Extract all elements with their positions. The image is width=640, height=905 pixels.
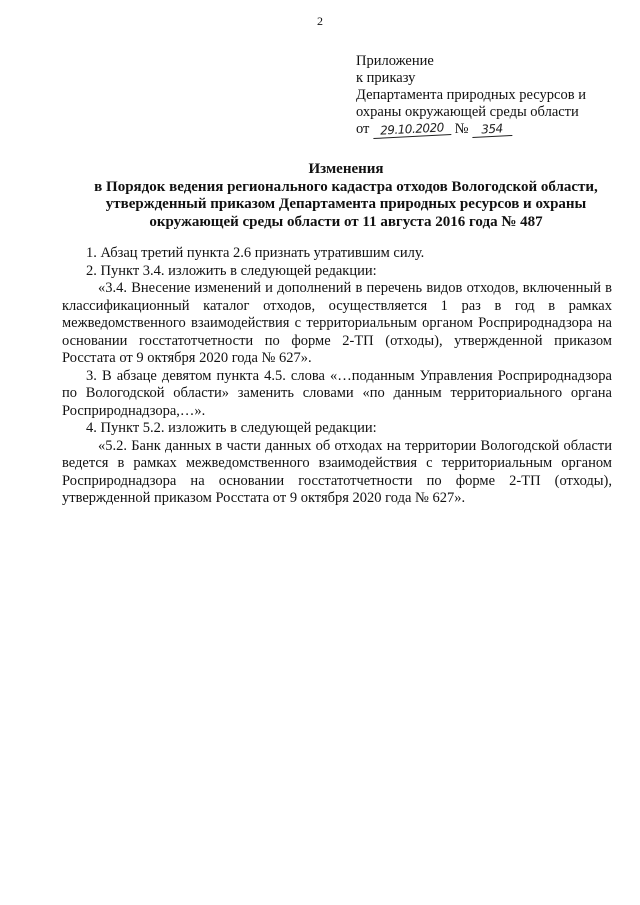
title-line: Изменения [308,161,384,177]
number-prefix: № [454,121,469,137]
handwritten-number: 354 [472,121,513,138]
document-body [62,245,612,508]
appendix-date-line [356,121,626,138]
document-title [72,161,620,231]
title-line: в Порядок ведения регионального кадастра отходов Вологодской области, [94,178,598,195]
page-number: 2 [317,14,323,28]
paragraph-item-4: 4. Пункт 5.2. изложить в следующей редакции: [86,420,377,436]
appendix-line: к приказу [356,70,416,86]
paragraph-item-2: 2. Пункт 3.4. изложить в следующей редакции: [86,262,377,279]
appendix-line: Приложение [356,53,434,69]
appendix-line: Департамента природных ресурсов и [356,87,586,103]
paragraph-item-3: 3. В абзаце девятом пункта 4.5. слова «…поданным Управления Росприроднадзора по Вологодской области» заменить словами «по данным территориального органа Росприроднадзора,…». [62,367,612,419]
title-line: утвержденный приказом Департамента природных ресурсов и охраны [105,196,587,212]
title-line: окружающей среды области от 11 августа 2016 года № 487 [149,213,543,230]
handwritten-date: 29.10.2020 [373,120,452,139]
paragraph-quote-5-2: «5.2. Банк данных в части данных об отходах на территории Вологодской области ведется в рамках межведомственного взаимодействия с территориальным органом Росприроднадзора на основании госстатотчетности по форме 2-ТП (отходы), утвержденной приказом Росстата от 9 октября 2020 года № 627». [62,437,612,506]
appendix-line: охраны окружающей среды области [356,104,579,120]
paragraph-item-1: 1. Абзац третий пункта 2.6 признать утратившим силу. [86,245,425,261]
paragraph-quote-3-4: «3.4. Внесение изменений и дополнений в перечень видов отходов, включенный в классификационный каталог отходов, осуществляется 1 раз в год в рамках межведомственного взаимодействия с территориальным органом Росприроднадзора на основании госстатотчетности по форме 2-ТП (отходы), утвержденной приказом Росстата от 9 октября 2020 года № 627». [62,280,612,366]
appendix-block [356,53,626,138]
date-prefix: от [356,121,370,137]
